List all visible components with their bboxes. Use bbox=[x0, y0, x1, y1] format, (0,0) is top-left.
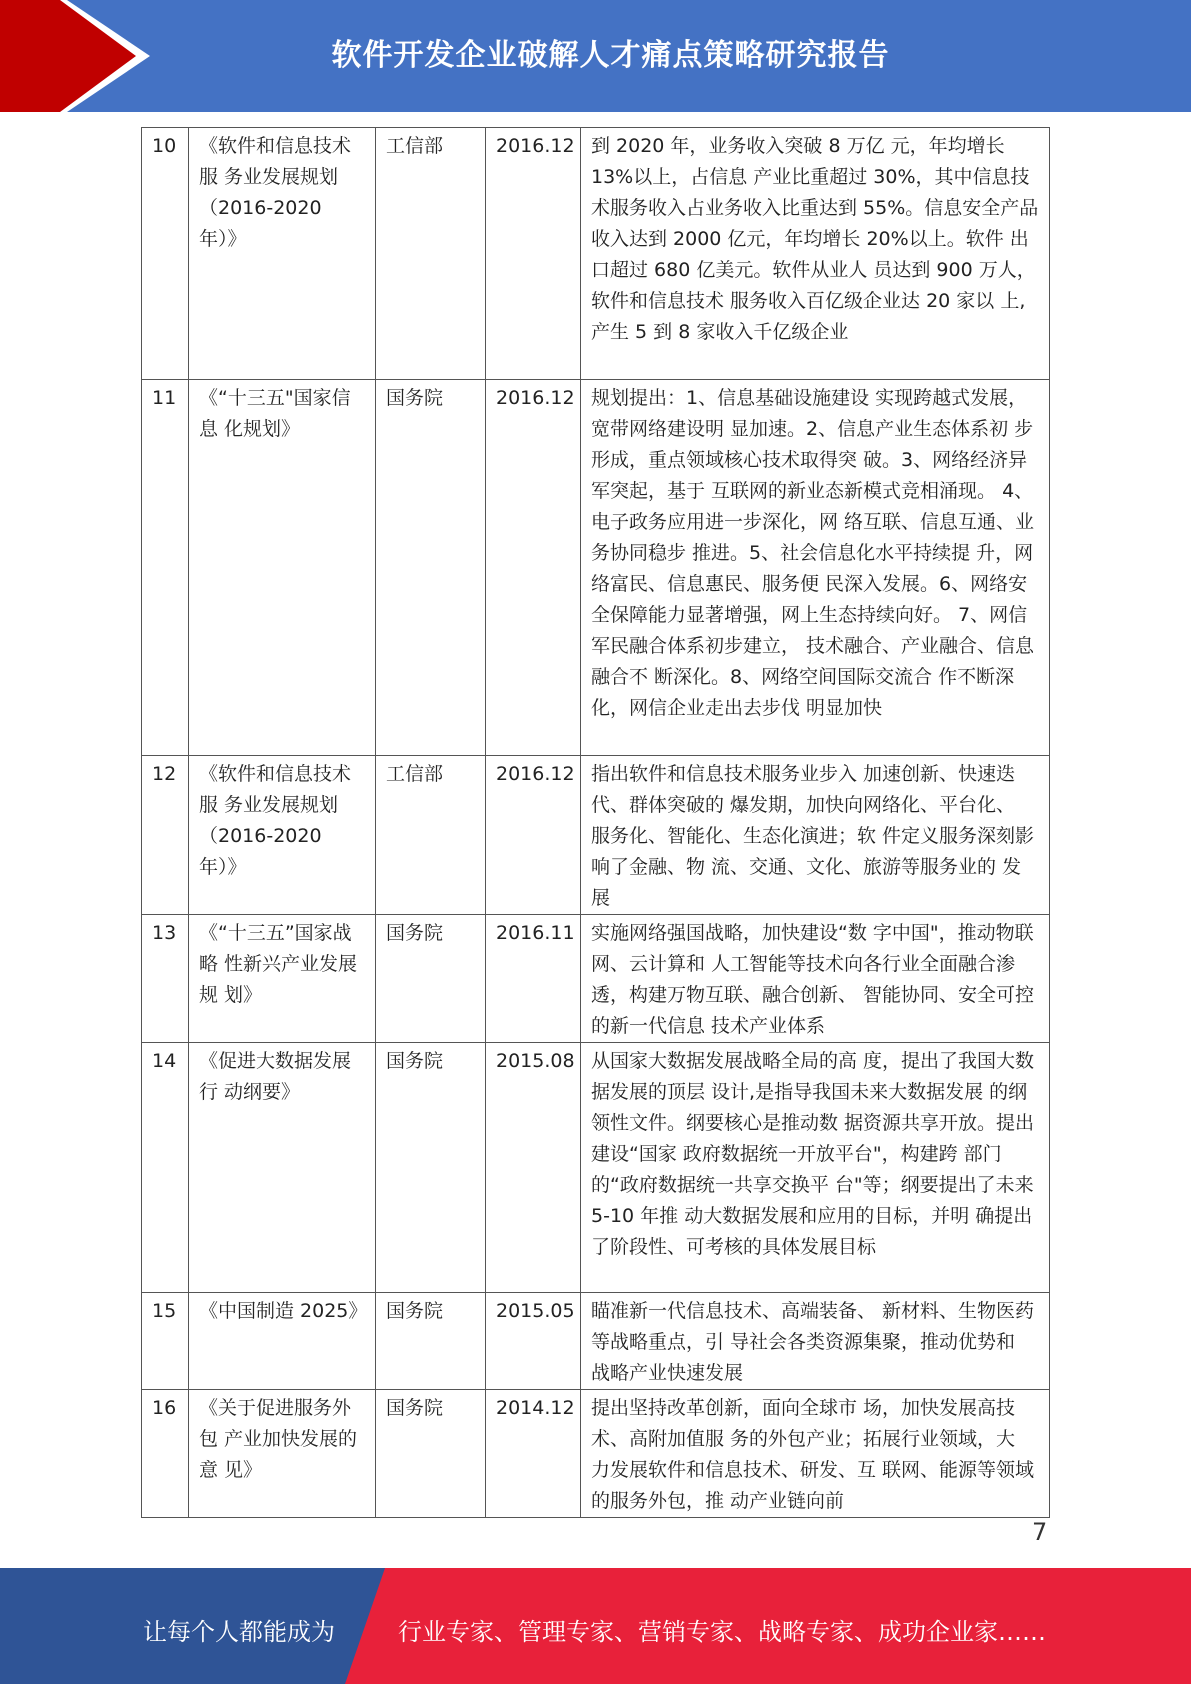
table-row bbox=[142, 915, 1050, 1043]
row-number: 16 bbox=[142, 1390, 189, 1518]
page-footer bbox=[0, 1568, 1191, 1684]
issue-date: 2016.12 bbox=[486, 128, 581, 380]
policy-name: 《软件和信息技术服 务业发展规划（2016-2020 年）》 bbox=[189, 128, 376, 380]
table-row bbox=[142, 1390, 1050, 1518]
page-header bbox=[0, 0, 1191, 112]
issuer: 国务院 bbox=[376, 1390, 486, 1518]
issue-date: 2015.08 bbox=[486, 1043, 581, 1293]
page-number: 7 bbox=[1032, 1518, 1048, 1546]
row-number: 13 bbox=[142, 915, 189, 1043]
policy-name: 《中国制造 2025》 bbox=[189, 1293, 376, 1390]
policy-content: 到 2020 年，业务收入突破 8 万亿 元，年均增长 13%以上，占信息 产业比重超过 30%，其中信息技 术服务收入占业务收入比重达到 55%。信息安全产品收入达到 2000 亿元，年均增长 20%以上。软件 出口超过 680 亿美元。软件从业人 员达到 900 万人，软件和信息技术 服务收入百亿级企业达 20 家以 上,产生 5 到 8 家收入千亿级企业 bbox=[581, 128, 1050, 380]
issuer: 工信部 bbox=[376, 128, 486, 380]
row-number: 12 bbox=[142, 756, 189, 915]
policy-content: 瞄准新一代信息技术、高端装备、 新材料、生物医药等战略重点，引 导社会各类资源集聚，推动优势和 战略产业快速发展 bbox=[581, 1293, 1050, 1390]
issue-date: 2016.12 bbox=[486, 380, 581, 756]
row-number: 11 bbox=[142, 380, 189, 756]
row-number: 15 bbox=[142, 1293, 189, 1390]
table-row bbox=[142, 1293, 1050, 1390]
issuer: 工信部 bbox=[376, 756, 486, 915]
footer-slogan-right: 行业专家、管理专家、营销专家、战略专家、成功企业家…… bbox=[398, 1618, 1046, 1646]
policy-content: 规划提出：1、信息基础设施建设 实现跨越式发展，宽带网络建设明 显加速。2、信息产业生态体系初 步形成，重点领域核心技术取得突 破。3、网络经济异军突起，基于 互联网的新业态新模式竞相涌现。 4、电子政务应用进一步深化，网 络互联、信息互通、业务协同稳步 推进。5、社会信息化水平持续提 升，网络富民、信息惠民、服务便 民深入发展。6、网络安全保障能力显著增强，网上生态持续向好。 7、网信军民融合体系初步建立， 技术融合、产业融合、信息融合不 断深化。8、网络空间国际交流合 作不断深化，网信企业走出去步伐 明显加快 bbox=[581, 380, 1050, 756]
table-row bbox=[142, 128, 1050, 380]
table-row bbox=[142, 756, 1050, 915]
policy-content: 指出软件和信息技术服务业步入 加速创新、快速迭代、群体突破的 爆发期，加快向网络化、平台化、 服务化、智能化、生态化演进；软 件定义服务深刻影响了金融、物 流、交通、文化、旅游等服务业的 发展 bbox=[581, 756, 1050, 915]
issue-date: 2016.12 bbox=[486, 756, 581, 915]
policy-content: 从国家大数据发展战略全局的高 度，提出了我国大数据发展的顶层 设计,是指导我国未来大数据发展 的纲领性文件。纲要核心是推动数 据资源共享开放。提出建设“国家 政府数据统一开放平台"，构建跨 部门的“政府数据统一共享交换平 台"等；纲要提出了未来 5-10 年推 动大数据发展和应用的目标，并明 确提出了阶段性、可考核的具体发展目标 bbox=[581, 1043, 1050, 1293]
footer-slogan-left: 让每个人都能成为 bbox=[143, 1618, 335, 1646]
issuer: 国务院 bbox=[376, 380, 486, 756]
policy-name: 《软件和信息技术服 务业发展规划（2016-2020 年）》 bbox=[189, 756, 376, 915]
table-row bbox=[142, 380, 1050, 756]
issue-date: 2015.05 bbox=[486, 1293, 581, 1390]
policy-content: 实施网络强国战略，加快建设“数 字中国"，推动物联网、云计算和 人工智能等技术向各行业全面融合渗透，构建万物互联、融合创新、 智能协同、安全可控的新一代信息 技术产业体系 bbox=[581, 915, 1050, 1043]
policy-table bbox=[141, 127, 1050, 1518]
row-number: 14 bbox=[142, 1043, 189, 1293]
issuer: 国务院 bbox=[376, 915, 486, 1043]
issuer: 国务院 bbox=[376, 1293, 486, 1390]
issue-date: 2014.12 bbox=[486, 1390, 581, 1518]
policy-name: 《促进大数据发展行 动纲要》 bbox=[189, 1043, 376, 1293]
policy-name: 《“十三五"国家信息 化规划》 bbox=[189, 380, 376, 756]
report-title: 软件开发企业破解人才痛点策略研究报告 bbox=[331, 38, 890, 73]
table-row bbox=[142, 1043, 1050, 1293]
issuer: 国务院 bbox=[376, 1043, 486, 1293]
policy-name: 《“十三五”国家战略 性新兴产业发展规 划》 bbox=[189, 915, 376, 1043]
issue-date: 2016.11 bbox=[486, 915, 581, 1043]
policy-name: 《关于促进服务外包 产业加快发展的意 见》 bbox=[189, 1390, 376, 1518]
row-number: 10 bbox=[142, 128, 189, 380]
policy-content: 提出坚持改革创新，面向全球市 场，加快发展高技术、高附加值服 务的外包产业；拓展行业领域，大 力发展软件和信息技术、研发、互 联网、能源等领域的服务外包，推 动产业链向前 bbox=[581, 1390, 1050, 1518]
